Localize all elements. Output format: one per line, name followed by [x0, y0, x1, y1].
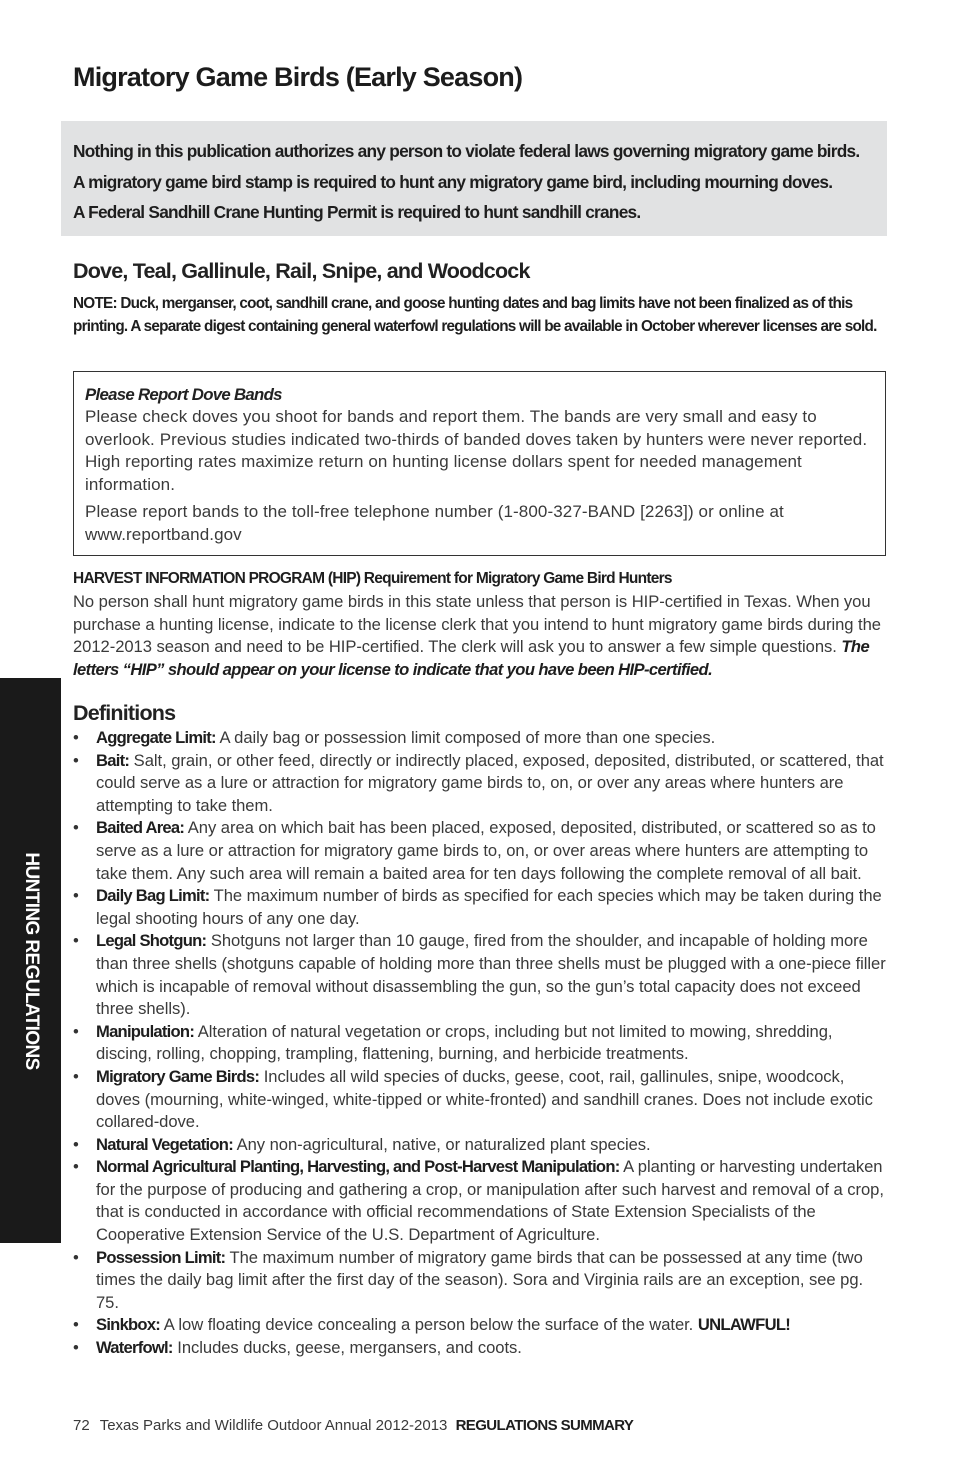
definition-text: The maximum number of migratory game birds that can be possessed at any time (two times the daily bag limit after the first day of the season). Sora and Virginia rails are an exception, see pg. 75. — [96, 1247, 864, 1312]
definition-item — [73, 727, 888, 750]
bullet-icon: • — [73, 1247, 79, 1267]
definition-item — [73, 1247, 888, 1315]
page-title: Migratory Game Birds (Early Season) — [73, 62, 523, 92]
definition-item — [73, 1134, 888, 1157]
definition-text: Includes ducks, geese, mergansers, and coots. — [172, 1338, 522, 1358]
definition-text: Alteration of natural vegetation or crops, including but not limited to mowing, shredding, discing, rolling, chopping, trampling, flattening, burning, and herbicide treatments. — [96, 1021, 833, 1064]
dove-band-report-paragraph: Please report bands to the toll-free telephone number (1-800-327-BAND [2263]) or online at www.reportband.gov — [85, 502, 784, 544]
definition-item — [73, 750, 888, 818]
definitions-list — [73, 727, 888, 1360]
bullet-icon: • — [73, 1338, 79, 1358]
definition-term: Manipulation: — [96, 1021, 195, 1041]
definition-term: Daily Bag Limit: — [96, 886, 210, 906]
definition-text: Salt, grain, or other feed, directly or indirectly placed, exposed, deposited, distributed, or scattered, that could serve as a lure or attraction for migratory game birds to, on, or over any areas where hunters are attempting to take them. — [96, 750, 884, 815]
definition-text: Includes all wild species of ducks, geese, coot, rail, gallinules, snipe, woodcock, doves (mourning, white-winged, white-tipped or white-fronted) and sandhill cranes. Does not include exotic collared-dove. — [96, 1066, 873, 1132]
definition-item — [73, 885, 888, 930]
definition-item — [73, 1337, 888, 1360]
definition-text: Any non-agricultural, native, or naturalized plant species. — [232, 1134, 651, 1154]
bullet-icon: • — [73, 886, 79, 906]
hip-text: No person shall hunt migratory game birds in this state unless that person is HIP-certified in Texas. When you purchase a hunting license, indicate to the license clerk that you intend to hunt migratory game birds during the 2012-2013 season and need to be HIP-certified. The clerk will ask you to answer a few simple questions. — [73, 592, 881, 657]
definitions-heading: Definitions — [73, 701, 176, 725]
dove-band-heading: Please Report Dove Bands — [85, 385, 282, 404]
definition-term: Baited Area: — [96, 818, 185, 838]
bullet-icon: • — [73, 1157, 79, 1177]
side-tab-label: HUNTING REGULATIONS — [20, 851, 42, 1070]
definition-term: Bait: — [96, 750, 130, 770]
note-paragraph: NOTE: Duck, merganser, coot, sandhill crane, and goose hunting dates and bag limits have not been finalized as of this printing. A separate digest containing general waterfowl regulations will be available in October wherever licenses are sold. — [73, 295, 877, 335]
hip-paragraph — [73, 591, 888, 681]
definition-item — [73, 1021, 888, 1066]
notice-line: A migratory game bird stamp is required to hunt any migratory game bird, including mourning doves. — [73, 171, 833, 192]
definition-term: Legal Shotgun: — [96, 931, 207, 951]
bullet-icon: • — [73, 1134, 79, 1154]
definition-text: A daily bag or possession limit composed of more than one species. — [215, 728, 716, 747]
bullet-icon: • — [73, 750, 79, 770]
definition-text: A planting or harvesting undertaken for the purpose of producing and gathering a crop, or manipulation after such harvest and removal of a crop, that is conducted in accordance with official recommendations of State Extension Specialists of the Cooperative Extension Service of the U.S. Department of Agriculture. — [96, 1157, 884, 1245]
page-footer — [73, 1417, 633, 1434]
definition-term: Migratory Game Birds: — [96, 1066, 260, 1086]
bullet-icon: • — [73, 818, 79, 838]
footer-publication: Texas Parks and Wildlife Outdoor Annual 2012-2013 — [99, 1417, 448, 1434]
dove-band-box — [73, 371, 886, 556]
definition-item — [73, 817, 888, 885]
bullet-icon: • — [73, 931, 79, 951]
section-heading: Dove, Teal, Gallinule, Rail, Snipe, and Woodcock — [73, 259, 530, 283]
definition-text: The maximum number of birds as specified for each species which may be taken during the legal shooting hours of any one day. — [96, 886, 882, 928]
unlawful-label: UNLAWFUL! — [697, 1315, 791, 1335]
notice-line: A Federal Sandhill Crane Hunting Permit is required to hunt sandhill cranes. — [73, 202, 641, 222]
page-number: 72 — [73, 1417, 90, 1434]
dove-band-paragraph: Please check doves you shoot for bands and report them. The bands are very small and easy to overlook. Previous studies indicated two-thirds of banded doves taken by hunters were never reported. High reporting rates maximize return on hunting license dollars spent for needed management information. — [85, 407, 868, 494]
definition-text: A low floating device concealing a person below the surface of the water. — [160, 1315, 698, 1335]
side-tab — [0, 678, 61, 1243]
hip-heading: HARVEST INFORMATION PROGRAM (HIP) Requirement for Migratory Game Bird Hunters — [73, 570, 672, 587]
bullet-icon: • — [73, 728, 79, 747]
federal-notice-box — [61, 121, 887, 236]
definition-term: Normal Agricultural Planting, Harvesting, and Post-Harvest Manipulation: — [96, 1157, 620, 1177]
definition-text: Any area on which bait has been placed, exposed, deposited, distributed, or scattered so as to serve as a lure or attraction for migratory game birds to, on, or over areas where hunters are attempting to take them. Any such area will remain a baited area for ten days following the complete removal of all bait. — [96, 818, 876, 883]
notice-line: Nothing in this publication authorizes any person to violate federal laws governing migratory game birds. — [73, 141, 860, 161]
definition-term: Waterfowl: — [96, 1338, 173, 1358]
definition-term: Possession Limit: — [96, 1247, 226, 1267]
definition-item — [73, 1314, 888, 1337]
definition-item — [73, 1066, 888, 1134]
bullet-icon: • — [73, 1315, 79, 1335]
definition-term: Sinkbox: — [96, 1315, 161, 1335]
footer-section: REGULATIONS SUMMARY — [455, 1417, 634, 1434]
bullet-icon: • — [73, 1021, 79, 1041]
definition-term: Natural Vegetation: — [96, 1134, 233, 1154]
definition-item — [73, 1156, 888, 1246]
definition-item — [73, 930, 888, 1020]
definition-term: Aggregate Limit: — [96, 728, 216, 747]
definition-text: Shotguns not larger than 10 gauge, fired from the shoulder, and incapable of holding more than three shells (shotguns capable of holding more than three shells must be plugged with a one-piece filler which is incapable of removal without disassembling the gun, so the gun’s total capacity does not exceed three shells). — [96, 931, 886, 1019]
bullet-icon: • — [73, 1066, 79, 1086]
hip-emphasis: The letters “HIP” should appear on your license to indicate that you have been HIP-certified. — [73, 637, 870, 679]
